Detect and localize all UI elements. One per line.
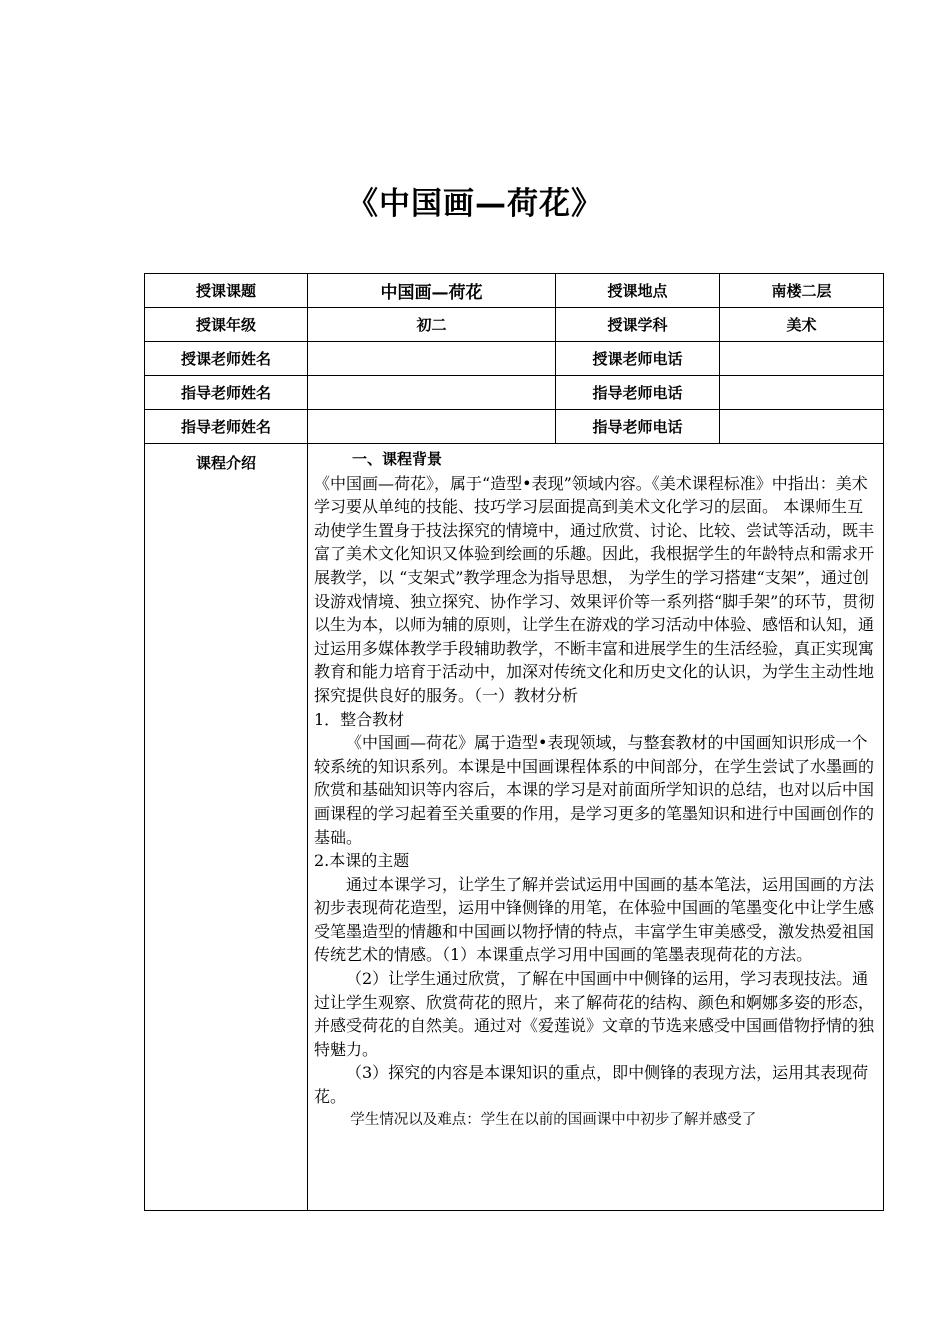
label-subject: 授课学科 — [556, 308, 720, 342]
paragraph-point-3: （3）探究的内容是本课知识的重点，即中侧锋的表现方法，运用其表现荷花。 — [314, 1063, 869, 1107]
paragraph-textbook: 《中国画—荷花》属于造型•表现领域，与整套教材的中国画知识形成一个较系统的知识系列。本课是中国画课程体系的中间部分，在学生尝试了水墨画的欣赏和基础知识等内容后，本课的学习是对前面所学知识的总结，也对以后中国画课程的学习起着至关重要的作用，是学习更多的笔墨知识和进行中国画创作的基础。 — [314, 733, 875, 847]
course-intro-content — [308, 444, 884, 1211]
paragraph-point-2: （2）让学生通过欣赏，了解在中国画中中侧锋的运用，学习表现技法。通过让学生观察、欣赏荷花的照片，来了解荷花的结构、颜色和婀娜多姿的形态，并感受荷花的自然美。通过对《爱莲说》文章的节选来感受中国画借物抒情的独特魅力。 — [314, 969, 875, 1059]
value-advisor-name — [308, 376, 556, 410]
value-advisor-phone-2 — [720, 410, 884, 444]
label-course-intro: 课程介绍 — [145, 444, 308, 1211]
label-grade: 授课年级 — [145, 308, 308, 342]
value-topic: 中国画—荷花 — [308, 274, 556, 308]
table-row — [145, 342, 884, 376]
label-teacher-phone: 授课老师电话 — [556, 342, 720, 376]
paragraph-theme: 通过本课学习，让学生了解并尝试运用中国画的基本笔法，运用国画的方法初步表现荷花造型，运用中锋侧锋的用笔，在体验中国画的笔墨变化中让学生感受笔墨造型的情趣和中国画以物抒情的特点，丰富学生审美感受，激发热爱祖国传统艺术的情感。（1）本课重点学习用中国画的笔墨表现荷花的方法。 — [314, 874, 875, 965]
subheading-textbook: 1．整合教材 — [314, 709, 405, 729]
value-advisor-name-2 — [308, 410, 556, 444]
label-advisor-name: 指导老师姓名 — [145, 376, 308, 410]
subheading-theme: 2.本课的主题 — [314, 851, 410, 871]
value-advisor-phone — [720, 376, 884, 410]
label-topic: 授课课题 — [145, 274, 308, 308]
label-teacher-name: 授课老师姓名 — [145, 342, 308, 376]
table-row — [145, 376, 884, 410]
table-row — [145, 274, 884, 308]
table-row — [145, 308, 884, 342]
page-title: 《中国画—荷花》 — [347, 186, 603, 222]
value-teacher-phone — [720, 342, 884, 376]
lesson-info-table — [144, 273, 884, 1211]
value-subject: 美术 — [720, 308, 884, 342]
paragraph-background: 《中国画—荷花》，属于“造型•表现”领域内容。《美术课程标准》中指出：美术学习要从单纯的技能、技巧学习层面提高到美术文化学习的层面。 本课师生互动使学生置身于技法探究的情境中，通过欣赏、讨论、比较、尝试等活动，既丰富了美术文化知识又体验到绘画的乐趣。因此，我根据学生的年龄特点和需求开展教学，以 “支架式”教学理念为指导思想， 为学生的学习搭建“支架”，通过创设游戏情境、独立探究、协作学习、效果评价等一系列搭“脚手架”的环节，贯彻以生为本，以师为辅的原则，让学生在游戏的学习活动中体验、感悟和认知，通过运用多媒体教学手段辅助教学，不断丰富和进展学生的生活经验，真正实现寓教育和能力培育于活动中，加深对传统文化和历史文化的认识，为学生主动性地探究提供良好的服务。（一）教材分析 — [314, 473, 875, 705]
value-location: 南楼二层 — [720, 274, 884, 308]
label-advisor-phone-2: 指导老师电话 — [556, 410, 720, 444]
table-row-intro — [145, 444, 884, 1211]
value-teacher-name — [308, 342, 556, 376]
label-advisor-name-2: 指导老师姓名 — [145, 410, 308, 444]
section-heading: 一、课程背景 — [352, 450, 443, 468]
label-advisor-phone: 指导老师电话 — [556, 376, 720, 410]
label-location: 授课地点 — [556, 274, 720, 308]
paragraph-student-situation: 学生情况以及难点：学生在以前的国画课中中初步了解并感受了 — [350, 1111, 757, 1128]
value-grade: 初二 — [308, 308, 556, 342]
table-row — [145, 410, 884, 444]
